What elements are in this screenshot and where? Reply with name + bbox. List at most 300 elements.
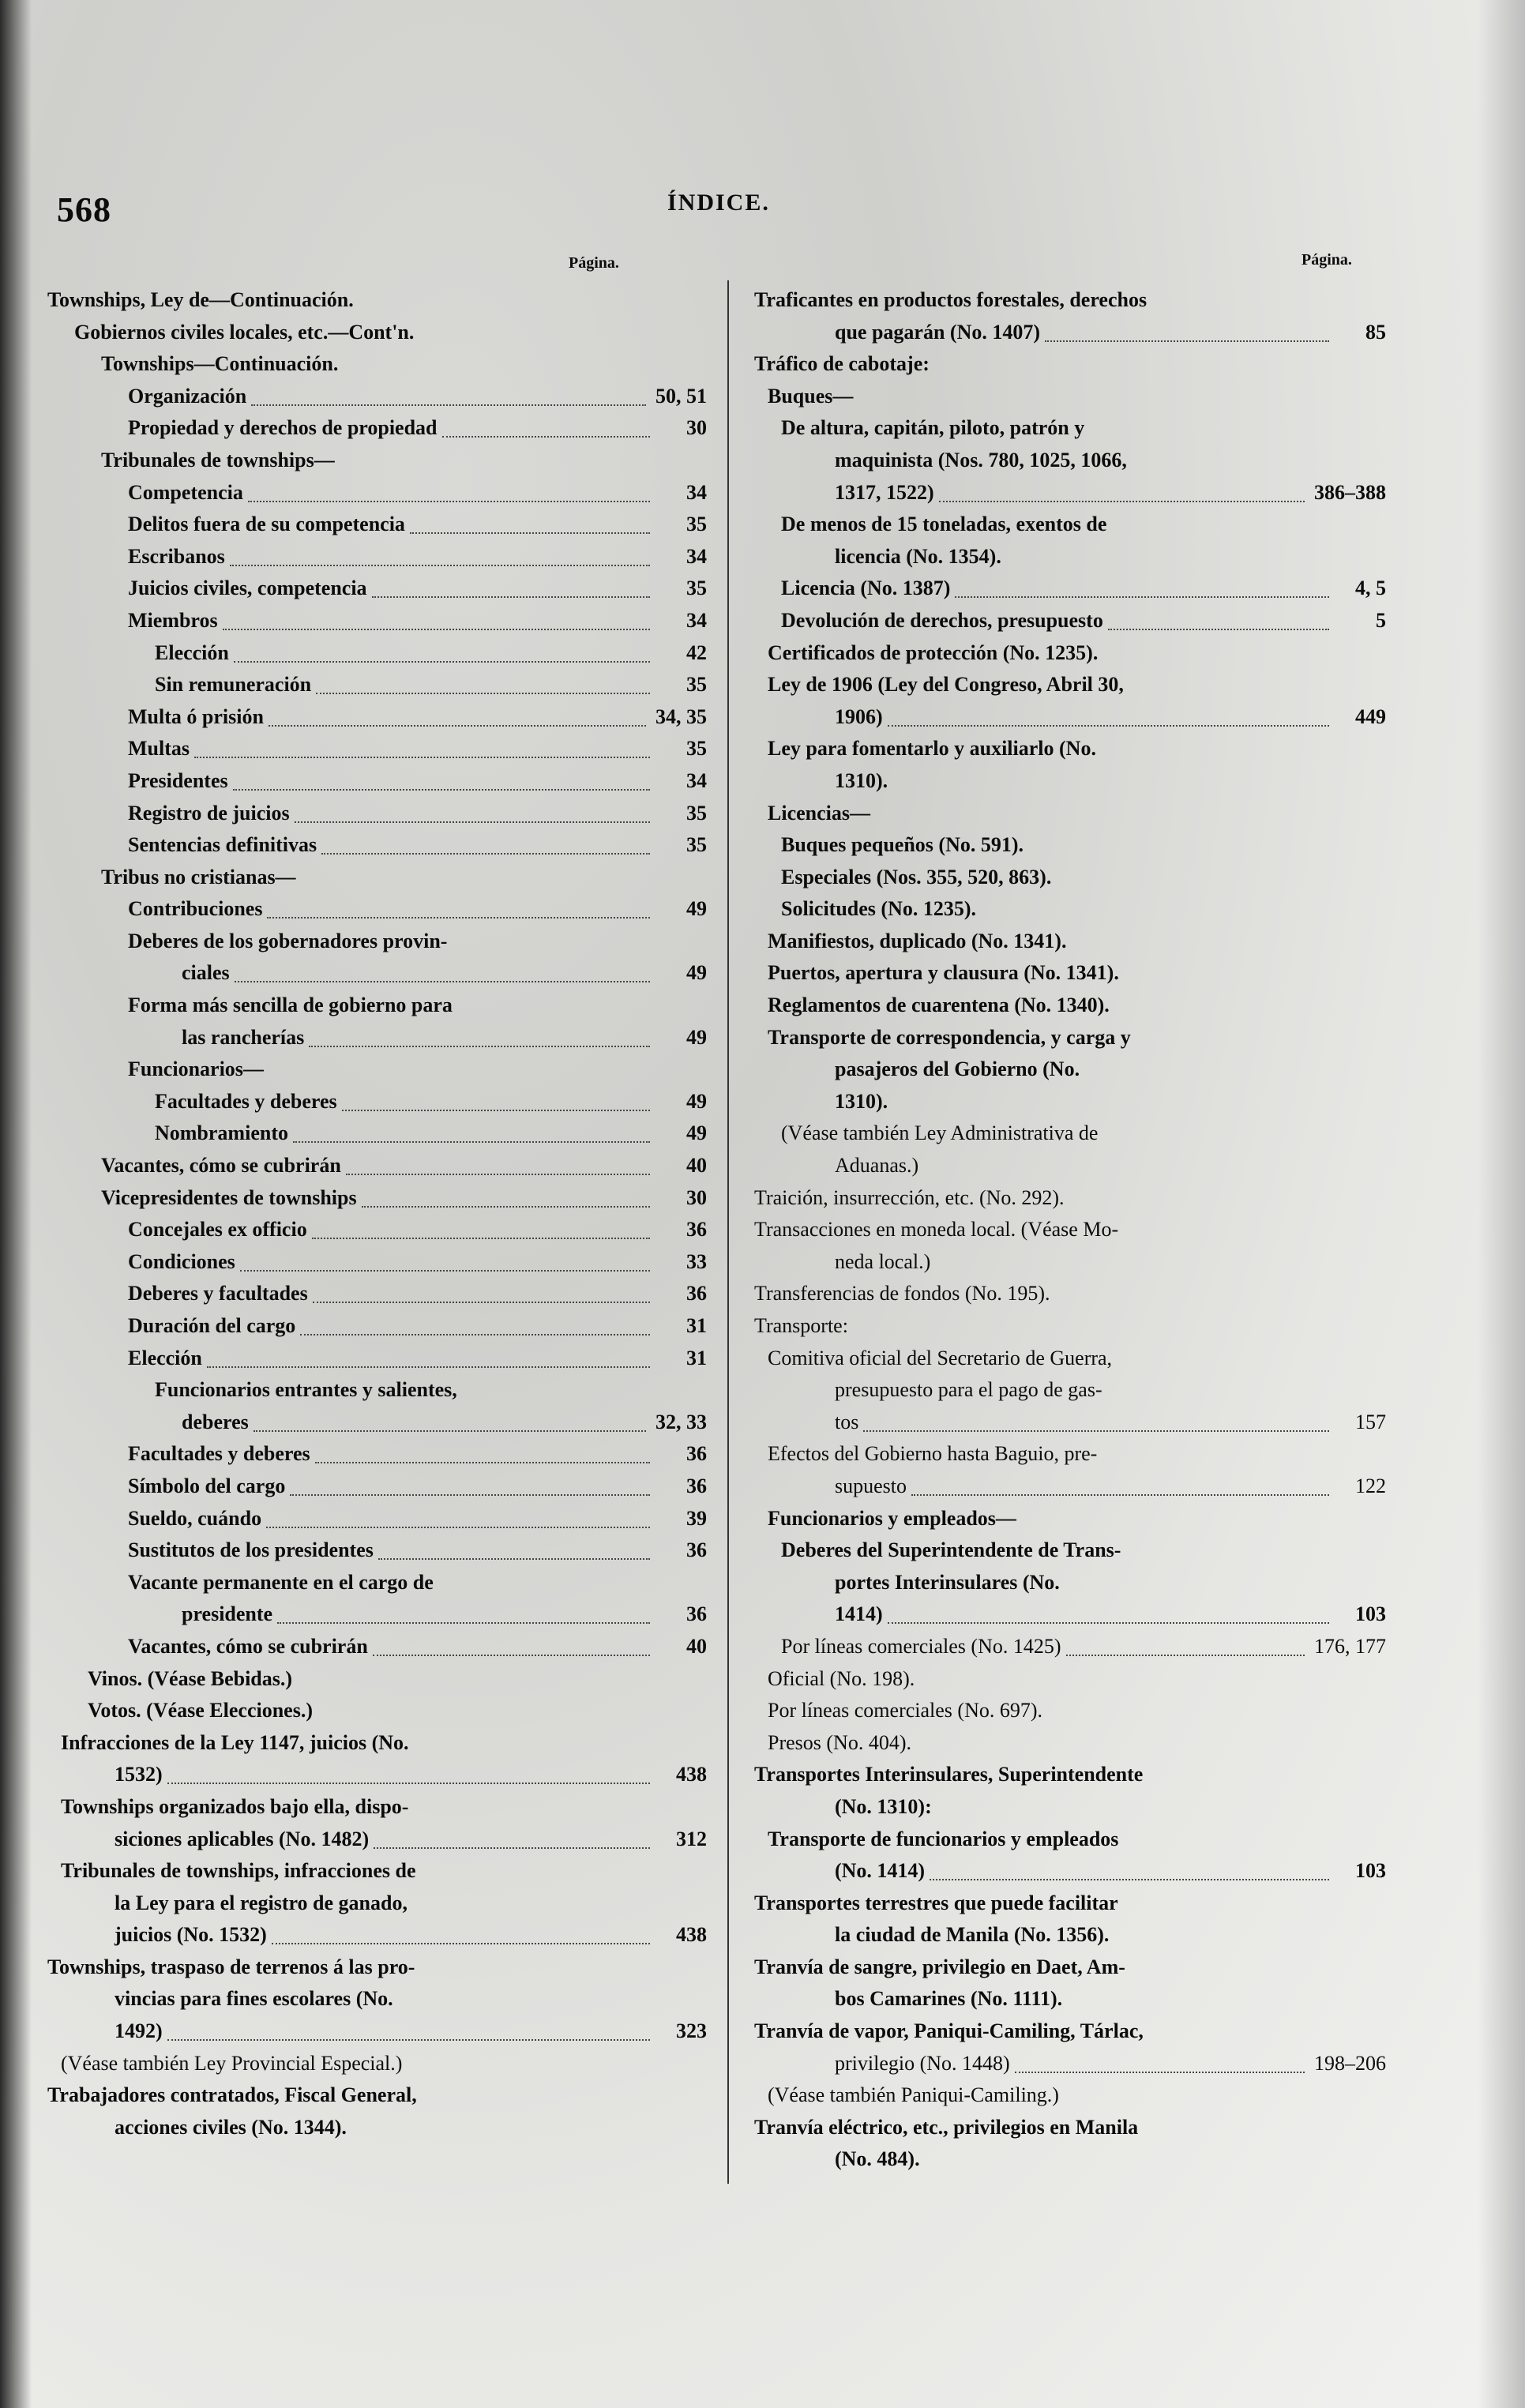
index-entry <box>754 765 1386 798</box>
index-entry <box>754 1503 1386 1535</box>
entry-text: 1310). <box>835 1089 888 1113</box>
dot-leader <box>373 1653 650 1656</box>
entry-text: 1492) <box>115 2019 163 2043</box>
entry-page: 103 <box>1355 1859 1386 1883</box>
dot-leader <box>362 1204 650 1208</box>
index-entry <box>47 1663 707 1696</box>
dot-leader <box>316 691 650 694</box>
entry-text: Buques— <box>768 384 854 408</box>
index-entry <box>47 990 707 1022</box>
index-entry <box>47 1343 707 1375</box>
entry-text: Traición, insurrección, etc. (No. 292). <box>754 1185 1065 1209</box>
index-entry <box>754 573 1386 605</box>
entry-text: Ley para fomentarlo y auxiliarlo (No. <box>768 737 1096 761</box>
entry-text: Licencia (No. 1387) <box>781 577 951 600</box>
entry-page: 34 <box>686 608 707 632</box>
index-entry <box>47 1407 707 1439</box>
dot-leader <box>167 1781 650 1784</box>
entry-page: 35 <box>686 801 707 825</box>
index-entry <box>47 1278 707 1310</box>
entry-text: Presos (No. 404). <box>768 1730 911 1754</box>
dot-leader <box>235 979 650 982</box>
index-entry <box>754 1695 1386 1727</box>
dot-leader <box>410 531 650 534</box>
entry-text: Vicepresidentes de townships <box>101 1185 357 1209</box>
dot-leader <box>269 723 646 727</box>
entry-text: Efectos del Gobierno hasta Baguio, pre- <box>768 1442 1098 1466</box>
index-entry <box>47 2015 707 2048</box>
index-entry <box>47 1759 707 1791</box>
dot-leader <box>342 1108 650 1111</box>
entry-text: Facultades y deberes <box>128 1442 310 1466</box>
index-entry <box>47 893 707 926</box>
index-entry <box>47 605 707 637</box>
entry-text: Reglamentos de cuarentena (No. 1340). <box>768 994 1110 1017</box>
entry-text: Funcionarios y empleados— <box>768 1506 1016 1530</box>
entry-page: 157 <box>1355 1410 1386 1433</box>
index-entry <box>754 1182 1386 1215</box>
entry-text: Townships—Continuación. <box>101 352 339 376</box>
entry-text: Presidentes <box>128 768 228 792</box>
index-entry <box>754 1888 1386 1920</box>
entry-text: las rancherías <box>182 1025 305 1049</box>
entry-page: 36 <box>686 1218 707 1242</box>
entry-text: privilegio (No. 1448) <box>835 2051 1010 2075</box>
index-entry <box>47 1824 707 1856</box>
entry-text: Manifiestos, duplicado (No. 1341). <box>768 929 1067 952</box>
dot-leader <box>194 755 650 758</box>
entry-text: Elección <box>128 1346 202 1369</box>
entry-page: 32, 33 <box>655 1410 707 1433</box>
index-entry <box>47 445 707 477</box>
index-entry <box>47 1182 707 1215</box>
entry-text: Contribuciones <box>128 897 263 921</box>
index-entry <box>754 1952 1386 1984</box>
entry-text: Condiciones <box>128 1249 235 1273</box>
index-entry <box>754 1598 1386 1631</box>
index-entry <box>754 509 1386 541</box>
entry-text: Comitiva oficial del Secretario de Guerra, <box>768 1346 1113 1369</box>
entry-page: 35 <box>686 577 707 600</box>
index-entry <box>47 701 707 734</box>
entry-text: Transporte de funcionarios y empleados <box>768 1827 1119 1850</box>
dot-leader <box>207 1365 650 1368</box>
entry-text: Competencia <box>128 480 243 504</box>
dot-leader <box>911 1493 1329 1496</box>
entry-text: Por líneas comerciales (No. 1425) <box>781 1634 1061 1658</box>
dot-leader <box>293 1140 650 1143</box>
dot-leader <box>442 434 650 438</box>
dot-leader <box>939 499 1305 502</box>
entry-text: Deberes de los gobernadores provin- <box>128 929 448 952</box>
index-entry <box>47 1214 707 1246</box>
index-entry <box>47 2048 707 2080</box>
entry-page: 50, 51 <box>655 384 707 408</box>
index-entry <box>754 1278 1386 1310</box>
dot-leader <box>254 1429 646 1432</box>
entry-text: Por líneas comerciales (No. 697). <box>768 1699 1043 1722</box>
index-entry <box>754 2079 1386 2112</box>
entry-text: Duración del cargo <box>128 1314 296 1337</box>
entry-page: 4, 5 <box>1355 577 1386 600</box>
dot-leader <box>346 1172 650 1175</box>
entry-page: 42 <box>686 641 707 664</box>
entry-text: Buques pequeños (No. 591). <box>781 833 1024 857</box>
entry-text: Certificados de protección (No. 1235). <box>768 641 1099 664</box>
entry-text: siciones aplicables (No. 1482) <box>115 1827 370 1850</box>
index-entry <box>754 669 1386 701</box>
dot-leader <box>312 1236 650 1239</box>
index-entry <box>47 733 707 765</box>
dot-leader <box>300 1332 650 1335</box>
entry-text: Ley de 1906 (Ley del Congreso, Abril 30, <box>768 673 1124 697</box>
index-entry <box>754 381 1386 413</box>
entry-text: bos Camarines (No. 1111). <box>835 1987 1063 2011</box>
entry-page: 34 <box>686 768 707 792</box>
index-entry <box>47 284 707 317</box>
index-entry <box>47 829 707 862</box>
dot-leader <box>374 1846 650 1849</box>
entry-text: Elección <box>155 641 229 664</box>
entry-text: Trabajadores contratados, Fiscal General, <box>47 2083 417 2107</box>
entry-text: (Véase también Paniqui-Camiling.) <box>768 2083 1059 2107</box>
index-entry <box>47 573 707 605</box>
dot-leader <box>313 1300 650 1303</box>
index-entry <box>754 1759 1386 1791</box>
index-entry <box>47 1150 707 1182</box>
index-entry <box>47 1086 707 1118</box>
entry-text: la Ley para el registro de ganado, <box>115 1891 408 1914</box>
entry-page: 198–206 <box>1314 2051 1386 2075</box>
index-entry <box>754 2015 1386 2048</box>
index-entry <box>754 1343 1386 1375</box>
index-entry <box>754 1791 1386 1824</box>
entry-page: 438 <box>676 1923 707 1947</box>
dot-leader <box>321 851 650 855</box>
entry-page: 40 <box>686 1634 707 1658</box>
index-entry <box>47 926 707 958</box>
index-entry <box>754 1471 1386 1503</box>
entry-page: 35 <box>686 833 707 857</box>
index-entry <box>47 637 707 670</box>
entry-text: De menos de 15 toneladas, exentos de <box>781 513 1107 536</box>
right-column-heading: Página. <box>1302 251 1352 269</box>
entry-text: Gobiernos civiles locales, etc.—Cont'n. <box>74 320 415 344</box>
dot-leader <box>251 403 646 406</box>
index-entry <box>47 1888 707 1920</box>
index-entry <box>47 1438 707 1471</box>
index-entry <box>47 1567 707 1599</box>
dot-leader <box>233 787 650 791</box>
entry-text: presidente <box>182 1602 273 1626</box>
dot-leader <box>309 1044 650 1047</box>
entry-text: Miembros <box>128 608 218 632</box>
index-entry <box>47 509 707 541</box>
entry-page: 35 <box>686 737 707 761</box>
entry-page: 438 <box>676 1763 707 1786</box>
entry-text: ciales <box>182 961 230 985</box>
index-entry <box>754 1727 1386 1760</box>
index-entry <box>47 2079 707 2112</box>
index-entry <box>754 412 1386 445</box>
index-entry <box>754 1919 1386 1952</box>
entry-page: 36 <box>686 1442 707 1466</box>
index-entry <box>47 348 707 381</box>
index-entry <box>754 317 1386 349</box>
dot-leader <box>234 659 650 663</box>
entry-text: la ciudad de Manila (No. 1356). <box>835 1923 1110 1947</box>
index-entry <box>754 957 1386 990</box>
entry-text: Multa ó prisión <box>128 704 264 728</box>
index-entry <box>754 1631 1386 1663</box>
entry-page: 31 <box>686 1314 707 1337</box>
entry-text: Sueldo, cuándo <box>128 1506 262 1530</box>
entry-page: 30 <box>686 416 707 440</box>
index-entry <box>754 862 1386 894</box>
entry-page: 85 <box>1365 320 1386 344</box>
entry-page: 103 <box>1355 1602 1386 1626</box>
entry-text: Votos. (Véase Elecciones.) <box>88 1699 313 1722</box>
index-entry <box>47 381 707 413</box>
entry-page: 49 <box>686 961 707 985</box>
index-entry <box>47 765 707 798</box>
entry-page: 30 <box>686 1185 707 1209</box>
dot-leader <box>930 1877 1329 1880</box>
index-entry <box>754 1438 1386 1471</box>
entry-text: Townships organizados bajo ella, dispo- <box>61 1794 409 1818</box>
entry-text: (No. 1414) <box>835 1859 926 1883</box>
entry-text: Aduanas.) <box>835 1154 919 1178</box>
entry-text: Vacantes, cómo se cubrirán <box>128 1634 368 1658</box>
entry-text: 1317, 1522) <box>835 480 934 504</box>
dot-leader <box>267 915 650 918</box>
entry-text: (No. 1310): <box>835 1794 932 1818</box>
index-entry <box>754 348 1386 381</box>
entry-text: Organización <box>128 384 247 408</box>
index-entry <box>47 1598 707 1631</box>
entry-text: Vinos. (Véase Bebidas.) <box>88 1666 293 1690</box>
entry-page: 36 <box>686 1602 707 1626</box>
entry-text: acciones civiles (No. 1344). <box>115 2115 347 2139</box>
index-entry <box>754 701 1386 734</box>
entry-text: Tribunales de townships— <box>101 448 335 471</box>
entry-text: Sentencias definitivas <box>128 833 317 857</box>
index-entry <box>754 637 1386 670</box>
index-entry <box>47 541 707 573</box>
entry-text: Townships, Ley de—Continuación. <box>47 288 354 311</box>
entry-page: 35 <box>686 513 707 536</box>
entry-text: (Véase también Ley Administrativa de <box>781 1121 1099 1145</box>
entry-text: Sin remuneración <box>155 673 312 697</box>
entry-text: Oficial (No. 198). <box>768 1666 915 1690</box>
entry-page: 312 <box>676 1827 707 1850</box>
dot-leader <box>1108 627 1329 630</box>
entry-text: Funcionarios entrantes y salientes, <box>155 1378 457 1402</box>
page-number: 568 <box>57 190 111 229</box>
index-entry <box>754 1310 1386 1343</box>
index-entry <box>47 1791 707 1824</box>
entry-text: maquinista (Nos. 780, 1025, 1066, <box>835 448 1127 471</box>
index-entry <box>754 541 1386 573</box>
entry-page: 36 <box>686 1474 707 1497</box>
entry-page: 39 <box>686 1506 707 1530</box>
entry-text: (Véase también Ley Provincial Especial.) <box>61 2051 403 2075</box>
index-entry <box>47 1310 707 1343</box>
dot-leader <box>230 563 650 566</box>
entry-text: Devolución de derechos, presupuesto <box>781 608 1103 632</box>
entry-text: Facultades y deberes <box>155 1089 337 1113</box>
index-entry <box>47 1983 707 2015</box>
entry-text: Propiedad y derechos de propiedad <box>128 416 438 440</box>
index-entry <box>47 1503 707 1535</box>
index-entry <box>754 2048 1386 2080</box>
dot-leader <box>863 1429 1329 1432</box>
index-entry <box>47 1535 707 1567</box>
entry-text: Símbolo del cargo <box>128 1474 286 1497</box>
index-entry <box>47 1022 707 1054</box>
entry-text: Tribus no cristianas— <box>101 865 296 888</box>
index-entry <box>754 829 1386 862</box>
entry-text: Tráfico de cabotaje: <box>754 352 930 376</box>
index-entry <box>754 1855 1386 1888</box>
entry-text: (No. 484). <box>835 2147 920 2171</box>
index-entry <box>754 1214 1386 1246</box>
entry-text: 1532) <box>115 1763 163 1786</box>
entry-page: 5 <box>1376 608 1386 632</box>
dot-leader <box>1045 339 1329 342</box>
entry-text: licencia (No. 1354). <box>835 544 1001 568</box>
dot-leader <box>277 1621 650 1624</box>
index-entry <box>47 862 707 894</box>
index-entry <box>754 1118 1386 1150</box>
entry-text: Tranvía de sangre, privilegio en Daet, Am- <box>754 1955 1125 1978</box>
index-entry <box>47 1855 707 1888</box>
entry-text: De altura, capitán, piloto, patrón y <box>781 416 1085 440</box>
entry-text: Tranvía eléctrico, etc., privilegios en Manila <box>754 2115 1139 2139</box>
entry-text: pasajeros del Gobierno (No. <box>835 1057 1080 1081</box>
entry-text: Transporte de correspondencia, y carga y <box>768 1025 1131 1049</box>
entry-text: Funcionarios— <box>128 1057 264 1081</box>
entry-text: neda local.) <box>835 1249 931 1273</box>
scan-edge-left <box>0 0 32 2408</box>
entry-page: 49 <box>686 1121 707 1145</box>
dot-leader <box>223 627 650 630</box>
index-entry <box>47 477 707 509</box>
index-entry <box>754 1567 1386 1599</box>
entry-page: 34 <box>686 480 707 504</box>
entry-text: Concejales ex officio <box>128 1218 307 1242</box>
entry-text: vincias para fines escolares (No. <box>115 1987 393 2011</box>
running-head: ÍNDICE. <box>667 190 770 216</box>
index-entry <box>754 1054 1386 1086</box>
index-entry <box>754 1535 1386 1567</box>
index-entry <box>47 1727 707 1760</box>
entry-text: que pagarán (No. 1407) <box>835 320 1041 344</box>
entry-text: deberes <box>182 1410 249 1433</box>
entry-text: supuesto <box>835 1474 907 1497</box>
entry-text: Delitos fuera de su competencia <box>128 513 405 536</box>
index-entry <box>754 1022 1386 1054</box>
entry-text: juicios (No. 1532) <box>115 1923 267 1947</box>
index-entry <box>47 1118 707 1150</box>
entry-text: Puertos, apertura y clausura (No. 1341). <box>768 961 1119 985</box>
index-entry <box>47 669 707 701</box>
index-entry <box>754 926 1386 958</box>
index-entry <box>47 1471 707 1503</box>
entry-text: Licencias— <box>768 801 870 825</box>
entry-text: portes Interinsulares (No. <box>835 1570 1060 1594</box>
entry-text: Registro de juicios <box>128 801 290 825</box>
index-entry <box>754 733 1386 765</box>
dot-leader <box>888 723 1329 727</box>
entry-page: 35 <box>686 673 707 697</box>
entry-page: 49 <box>686 897 707 921</box>
entry-page: 323 <box>676 2019 707 2043</box>
index-entry <box>754 1374 1386 1407</box>
index-entry <box>754 1086 1386 1118</box>
entry-text: 1906) <box>835 704 883 728</box>
index-entry <box>754 605 1386 637</box>
index-entry <box>754 1150 1386 1182</box>
index-entry <box>754 1983 1386 2015</box>
index-entry <box>754 477 1386 509</box>
entry-text: Tranvía de vapor, Paniqui-Camiling, Tárlac, <box>754 2019 1144 2043</box>
dot-leader <box>240 1268 650 1272</box>
index-entry <box>754 284 1386 317</box>
left-column-heading: Página. <box>569 254 619 272</box>
entry-text: Tribunales de townships, infracciones de <box>61 1859 416 1883</box>
index-entry <box>754 2112 1386 2144</box>
entry-text: Transportes terrestres que puede facilitar <box>754 1891 1118 1914</box>
index-entry <box>47 1246 707 1279</box>
dot-leader <box>167 2038 650 2041</box>
dot-leader <box>290 1493 650 1496</box>
entry-page: 36 <box>686 1282 707 1305</box>
dot-leader <box>315 1460 650 1463</box>
index-entry <box>47 1631 707 1663</box>
entry-text: Deberes del Superintendente de Trans- <box>781 1538 1121 1562</box>
right-column <box>754 284 1386 2176</box>
dot-leader <box>955 595 1329 598</box>
dot-leader <box>1066 1653 1305 1656</box>
entry-text: Infracciones de la Ley 1147, juicios (No. <box>61 1730 409 1754</box>
entry-text: Deberes y facultades <box>128 1282 308 1305</box>
index-entry <box>754 1407 1386 1439</box>
index-entry <box>47 1054 707 1086</box>
entry-text: presupuesto para el pago de gas- <box>835 1378 1102 1402</box>
entry-page: 34 <box>686 544 707 568</box>
entry-text: Multas <box>128 737 190 761</box>
entry-page: 36 <box>686 1538 707 1562</box>
entry-text: Sustitutos de los presidentes <box>128 1538 374 1562</box>
index-entry <box>754 1246 1386 1279</box>
entry-text: Transferencias de fondos (No. 195). <box>754 1282 1050 1305</box>
index-entry <box>754 1663 1386 1696</box>
index-entry <box>47 2112 707 2144</box>
dot-leader <box>378 1557 650 1560</box>
index-entry <box>47 412 707 445</box>
entry-page: 40 <box>686 1154 707 1178</box>
index-entry <box>754 798 1386 830</box>
entry-page: 386–388 <box>1314 480 1386 504</box>
dot-leader <box>266 1525 650 1528</box>
index-entry <box>47 1695 707 1727</box>
dot-leader <box>1015 2070 1305 2073</box>
entry-text: Vacante permanente en el cargo de <box>128 1570 434 1594</box>
index-entry <box>754 1824 1386 1856</box>
entry-text: Nombramiento <box>155 1121 288 1145</box>
entry-text: Transporte: <box>754 1314 848 1337</box>
